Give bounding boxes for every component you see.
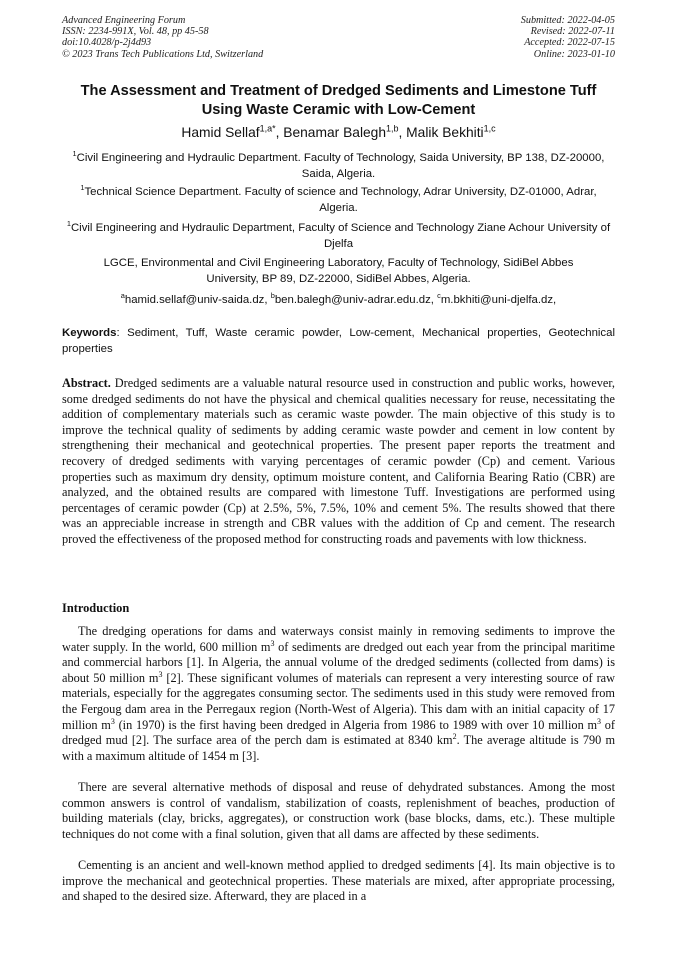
affiliation-2 bbox=[62, 184, 615, 216]
superscript: 3 bbox=[597, 716, 602, 726]
email-address[interactable]: ben.balegh@univ-adrar.edu.dz, bbox=[274, 294, 438, 306]
author-affiliation-sup: 1,b bbox=[386, 123, 399, 134]
affiliation-sup: 1 bbox=[72, 149, 77, 159]
affiliation-text: LGCE, Environmental and Civil Engineering Laboratory, Faculty of Technology, SidiBel Abbes University, BP 89, DZ-22000, SidiBel Abbes, Algeria. bbox=[103, 257, 574, 285]
doi-line: doi:10.4028/p-2j4d93 bbox=[62, 37, 152, 49]
email-address[interactable]: m.bkhiti@uni-djelfa.dz, bbox=[440, 294, 557, 306]
superscript: 3 bbox=[270, 638, 275, 648]
abstract-block bbox=[62, 376, 615, 548]
intro-paragraph-2: There are several alternative methods of disposal and reuse of dehydrated substances. Among the most common answers is control of vandalism, stabilization of coasts, replenishment of beaches, production of building materials (clay, bricks, aggregates), or construction work (base blocks, dams, etc.). These multiple techniques do not come with a final solution, given that all dams are affected by these sediments. bbox=[62, 780, 615, 841]
intro-paragraph-3: Cementing is an ancient and well-known method applied to dredged sediments [4]. Its main objective is to improve the mechanical and geotechnical properties. These materials are mixed, after appropriate processing, and shaped to the desired size. Afterward, they are placed in a bbox=[62, 858, 615, 904]
email-sup: a bbox=[120, 291, 125, 301]
affiliation-text: Technical Science Department. Faculty of science and Technology, Adrar University, DZ-01000, Adrar, Algeria. bbox=[84, 186, 597, 214]
paragraph-text: of sediments are dredged out each year from the principal maritime and commercial harbors [1]. In Algeria, the annual volume of the dredged sediments (collected from dams) is about 50 million m bbox=[62, 639, 615, 685]
journal-name: Advanced Engineering Forum bbox=[62, 15, 186, 26]
author-separator: , bbox=[275, 125, 284, 140]
affiliation-1 bbox=[62, 150, 615, 182]
superscript: 3 bbox=[158, 669, 163, 679]
superscript: 3 bbox=[110, 716, 115, 726]
affiliation-sup: 1 bbox=[80, 183, 85, 193]
paper-title: The Assessment and Treatment of Dredged Sediments and Limestone Tuff Using Waste Ceramic with Low-Cement bbox=[80, 83, 597, 118]
paragraph-text: (in 1970) is the first having been dredged in Algeria from 1986 to 1989 with over 10 million m bbox=[114, 717, 598, 732]
paragraph-text: [2]. These significant volumes of materials can represent a very interesting source of raw materials, especially for the aggregates consuming sector. The sediments used in this study were removed from the Fergoug dam area in the Perregaux region (North-West of Algeria). This dam with an initial capacity of 17 million m bbox=[62, 670, 616, 732]
header-dates bbox=[521, 15, 615, 60]
author-affiliation-sup: 1,c bbox=[483, 123, 496, 134]
author-list bbox=[62, 124, 615, 142]
email-sup: b bbox=[270, 291, 275, 301]
intro-paragraph-1 bbox=[62, 624, 615, 764]
paragraph-text: of dredged mud [2]. The surface area of the perch dam is estimated at 8340 km bbox=[62, 717, 616, 748]
email-address[interactable]: hamid.sellaf@univ-saida.dz, bbox=[124, 294, 271, 306]
abstract-label: Abstract. bbox=[62, 376, 111, 390]
revised-date: Revised: 2022-07-11 bbox=[530, 26, 615, 38]
email-list bbox=[62, 292, 615, 308]
keywords-label: Keywords bbox=[62, 327, 117, 339]
affiliation-text: Civil Engineering and Hydraulic Department. Faculty of Technology, Saida University, BP 138, DZ-20000, Saida, Algeria. bbox=[76, 152, 605, 180]
author-name: Benamar Balegh bbox=[283, 125, 387, 140]
abstract-text: Dredged sediments are a valuable natural resource used in construction and public works, however, some dredged sediments do not have the physical and chemical qualities necessary for reuse, necessitating the addition of complementary materials such as ceramic waste powder. The main objective of this study is to improve the technical quality of sediments by adding ceramic waste powder and cement in low content by strengthening their mechanical and geotechnical properties. The present paper reports the treatment and recovery of dredged sediments with varying percentages of ceramic powder (Cp) and cement. Various properties such as maximum dry density, optimum moisture content, and California Bearing Ratio (CBR) are analyzed, and the obtained results are compared with limestone Tuff. Investigations are performed using percentages of ceramic powder (Cp) at 2.5%, 5%, 7.5%, 10% and cement 5%. The results showed that there was an appreciable increase in strength and CBR values with the addition of Cp and cement. The research proved the effectiveness of the proposed method for constructing roads and pavements with low thickness. bbox=[62, 376, 615, 546]
accepted-date: Accepted: 2022-07-15 bbox=[524, 37, 615, 49]
header-journal-info bbox=[62, 15, 263, 60]
affiliation-sup: 1 bbox=[66, 219, 71, 229]
author-name: Malik Bekhiti bbox=[406, 125, 484, 140]
email-sup: c bbox=[437, 291, 441, 301]
affiliation-4 bbox=[62, 255, 615, 287]
online-date: Online: 2023-01-10 bbox=[533, 48, 615, 60]
issn-line: ISSN: 2234-991X, Vol. 48, pp 45-58 bbox=[62, 26, 209, 38]
affiliation-3 bbox=[62, 220, 615, 252]
copyright-line: © 2023 Trans Tech Publications Ltd, Switzerland bbox=[62, 48, 264, 60]
introduction-heading: Introduction bbox=[62, 601, 130, 615]
paragraph-text: . The average altitude is 790 m with a maximum altitude of 1454 m [3]. bbox=[62, 733, 616, 763]
author-name: Hamid Sellaf bbox=[181, 125, 260, 140]
author-separator: , bbox=[398, 125, 407, 140]
submitted-date: Submitted: 2022-04-05 bbox=[520, 15, 615, 26]
paragraph-text: The dredging operations for dams and waterways consist mainly in removing sediments to improve the water supply. In the world, 600 million m bbox=[62, 624, 615, 654]
keywords-text: : Sediment, Tuff, Waste ceramic powder, Low-cement, Mechanical properties, Geotechnical properties bbox=[62, 327, 615, 355]
superscript: 2 bbox=[452, 732, 457, 742]
author-affiliation-sup: 1,a* bbox=[259, 123, 276, 134]
affiliation-text: Civil Engineering and Hydraulic Department, Faculty of Science and Technology Ziane Achour University of Djelfa bbox=[70, 222, 611, 250]
keywords-block bbox=[62, 326, 615, 357]
